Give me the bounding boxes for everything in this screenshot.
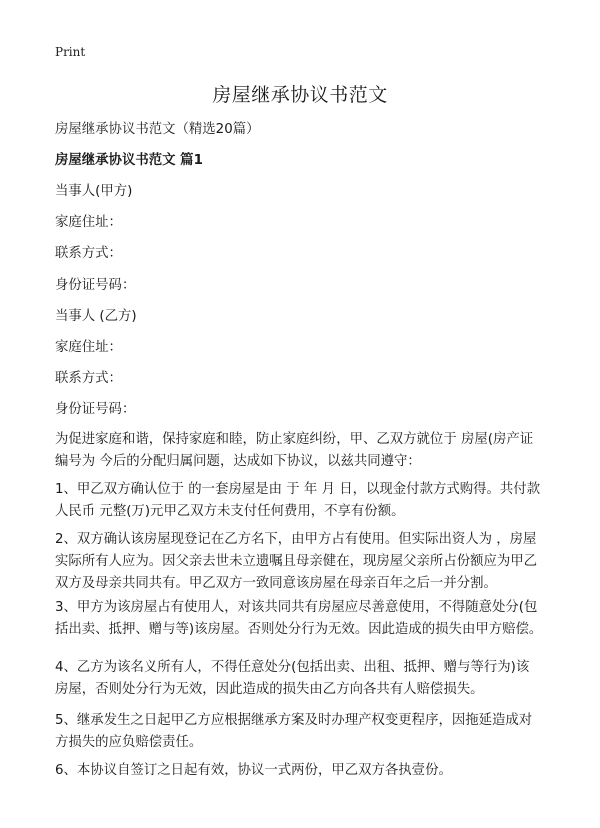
intro-paragraph (55, 429, 550, 473)
party-b-contact-label: 联系方式： (55, 371, 122, 386)
paragraph-line: 括出卖、抵押、赠与等)该房屋。否则处分行为无效。因此造成的损失由甲方赔偿。 (55, 622, 543, 637)
paragraph-line: 5、继承发生之日起甲乙方应根据继承方案及时办理产权变更程序，因拖延造成对 (55, 713, 533, 728)
party-b-id-label: 身份证号码： (55, 402, 136, 417)
party-b-label: 当事人 (乙方) (55, 309, 137, 324)
party-b-address-label: 家庭住址： (55, 340, 122, 355)
section-heading: 房屋继承协议书范文 篇1 (55, 153, 203, 168)
paragraph-line: 房屋，否则处分行为无效，因此造成的损失由乙方向各共有人赔偿损失。 (55, 682, 484, 697)
clause-5 (55, 710, 550, 754)
party-a-label: 当事人(甲方) (55, 184, 133, 199)
paragraph-line: 6、本协议自签订之日起有效，协议一式两份，甲乙双方各执壹份。 (55, 763, 452, 778)
paragraph-line: 双方及母亲共同共有。甲乙双方一致同意该房屋在母亲百年之后一并分割。 (55, 576, 497, 591)
paragraph-line: 为促进家庭和谐，保持家庭和睦，防止家庭纠纷，甲、乙双方就位于 房屋(房产证 (55, 432, 534, 447)
document-title: 房屋继承协议书范文 (212, 84, 388, 106)
paragraph-line: 3、甲方为该房屋占有使用人，对该共同共有房屋应尽善意使用，不得随意处分(包 (55, 600, 538, 615)
paragraph-line: 方损失的应负赔偿责任。 (55, 735, 203, 750)
paragraph-line: 编号为 今后的分配归属问题，达成如下协议，以兹共同遵守： (55, 454, 421, 469)
paragraph-line: 2、双方确认该房屋现登记在乙方名下，由甲方占有使用。但实际出资人为 ，房屋 (55, 532, 537, 547)
paragraph-line: 1、甲乙双方确认位于 的一套房屋是由 于 年 月 日，以现金付款方式购得。共付款 (55, 482, 541, 497)
clause-2 (55, 529, 550, 595)
party-a-contact-label: 联系方式： (55, 246, 122, 261)
clause-1 (55, 479, 550, 523)
document-subtitle: 房屋继承协议书范文（精选20篇） (55, 122, 260, 137)
paragraph-line: 人民币 元整(万)元甲乙双方未支付任何费用，不享有份额。 (55, 504, 405, 519)
party-a-address-label: 家庭住址： (55, 215, 122, 230)
clause-3 (55, 597, 550, 641)
paragraph-line: 实际所有人应为。因父亲去世未立遗嘱且母亲健在，现房屋父亲所占份额应为甲乙 (55, 554, 538, 569)
paragraph-line: 4、乙方为该名义所有人，不得任意处分(包括出卖、出租、抵押、赠与等行为)该 (55, 660, 530, 675)
clause-4 (55, 657, 550, 701)
print-link[interactable]: Print (55, 45, 86, 59)
clause-6 (55, 760, 550, 782)
party-a-id-label: 身份证号码： (55, 278, 136, 293)
